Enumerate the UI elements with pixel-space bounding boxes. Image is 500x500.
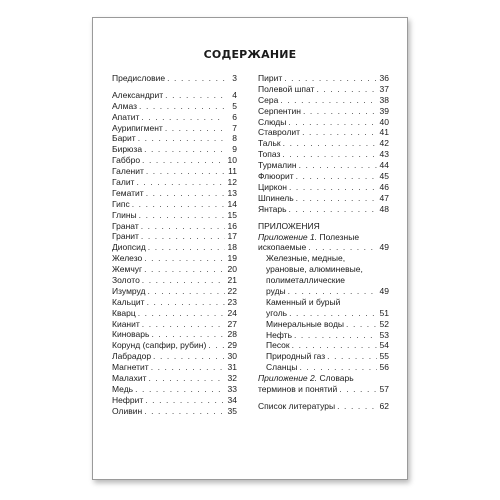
toc-entry [258, 182, 389, 193]
dot-leader [136, 177, 225, 188]
dot-leader [144, 264, 225, 275]
toc-entry [112, 231, 237, 242]
dot-leader [284, 73, 377, 84]
toc-entry-name: Янтарь [258, 203, 287, 214]
dot-leader [296, 171, 377, 182]
toc-entry-page: 28 [227, 329, 237, 340]
dot-leader [288, 286, 377, 297]
toc-entry-page: 35 [227, 405, 237, 416]
dot-leader [165, 90, 225, 101]
toc-entry [112, 362, 237, 373]
toc-entry-name: Глины [112, 209, 137, 220]
toc-entry-name: Галенит [112, 166, 144, 177]
toc-entry [112, 73, 237, 84]
toc-entry-name: Медь [112, 383, 134, 394]
toc-entry-page: 15 [227, 209, 237, 220]
toc-entry-page: 41 [379, 127, 389, 138]
toc-entry-page: 48 [379, 203, 389, 214]
appendices-heading: ПРИЛОЖЕНИЯ [258, 220, 320, 231]
dot-leader [316, 84, 377, 95]
toc-entry [258, 106, 389, 117]
dot-leader [208, 340, 225, 351]
toc-entry-page: 9 [232, 144, 237, 155]
toc-entry-page: 13 [227, 187, 237, 198]
toc-entry-name: Предисловие [112, 72, 166, 83]
toc-entry [112, 395, 237, 406]
toc-entry-page: 16 [227, 220, 237, 231]
toc-entry [112, 199, 237, 210]
toc-entry [112, 275, 237, 286]
toc-entry-name: Аурипигмент [112, 122, 163, 133]
toc-entry [258, 193, 389, 204]
dot-leader [300, 362, 378, 373]
dot-leader [151, 329, 225, 340]
toc-entry-name: Сланцы [266, 362, 298, 373]
toc-entry-name: руды [266, 286, 286, 297]
toc-entry [258, 84, 389, 95]
toc-entry-page: 40 [379, 116, 389, 127]
toc-entry-name: Золото [112, 275, 140, 286]
dot-leader [142, 155, 225, 166]
toc-entry [112, 286, 237, 297]
dot-leader [141, 231, 225, 242]
toc-entry [258, 160, 389, 171]
dot-leader [289, 308, 377, 319]
toc-entry-name: Магнетит [112, 362, 149, 373]
toc-entry-name: Циркон [258, 181, 287, 192]
dot-leader [288, 117, 377, 128]
dot-leader [151, 362, 225, 373]
toc-entry [112, 340, 237, 351]
toc-entry [112, 155, 237, 166]
toc-entry [112, 329, 237, 340]
toc-entry-page: 49 [379, 286, 389, 297]
toc-entry [258, 95, 389, 106]
dot-leader [302, 127, 377, 138]
toc-entry-name: Гранат [112, 220, 139, 231]
toc-entry-page: 20 [227, 264, 237, 275]
toc-entry [112, 144, 237, 155]
toc-entry [258, 242, 389, 253]
page-title: СОДЕРЖАНИЕ [203, 48, 297, 61]
toc-entry-page: 5 [232, 100, 237, 111]
toc-entry [258, 308, 389, 319]
toc-entry-name: Гипс [112, 198, 130, 209]
toc-entry [112, 297, 237, 308]
toc-entry [112, 210, 237, 221]
toc-entry-name: Лабрадор [112, 351, 152, 362]
toc-entry [112, 253, 237, 264]
toc-entry [112, 101, 237, 112]
toc-entry-name: Тальк [258, 138, 281, 149]
toc-entry-name: Киноварь [112, 329, 150, 340]
toc-entry [258, 73, 389, 84]
toc-entry-page: 49 [379, 242, 389, 253]
toc-entry [258, 138, 389, 149]
toc-entry [258, 330, 389, 341]
toc-entry-page: 33 [227, 383, 237, 394]
appendix-1-title-part: Полезные [317, 231, 360, 242]
dot-leader [147, 297, 225, 308]
appendix-2-label: Приложение 2. [258, 373, 318, 384]
toc-entry-name: Пирит [258, 72, 283, 83]
toc-left-column [112, 73, 237, 417]
toc-entry-name: Флюорит [258, 171, 294, 181]
toc-entry [258, 204, 389, 215]
dot-leader [153, 351, 225, 362]
toc-entry [258, 286, 389, 297]
toc-entry-page: 21 [227, 275, 237, 286]
toc-entry-page: 31 [227, 362, 237, 373]
ore-entry-line: Железные, медные, [266, 253, 346, 264]
dot-leader [148, 373, 225, 384]
dot-leader [299, 160, 377, 171]
toc-entry-name: Изумруд [112, 285, 146, 296]
toc-entry-name: Гематит [112, 187, 144, 198]
toc-entry [112, 384, 237, 395]
dot-leader [139, 210, 225, 221]
toc-entry-name: ископаемые [258, 242, 307, 253]
toc-entry [112, 264, 237, 275]
toc-entry-page: 22 [227, 285, 237, 296]
toc-entry-page: 44 [379, 160, 389, 171]
toc-entry-page: 24 [227, 307, 237, 318]
dot-leader [289, 204, 377, 215]
toc-entry-name: Слюды [258, 116, 287, 127]
toc-entry [112, 308, 237, 319]
dot-leader [142, 275, 225, 286]
book-page [92, 17, 408, 480]
toc-entry-name: Корунд (сапфир, рубин) [112, 340, 207, 351]
toc-entry-name: Ставролит [258, 127, 301, 138]
dot-leader [139, 101, 225, 112]
coal-entry-line: Каменный и бурый [266, 296, 341, 307]
toc-entry-page: 32 [227, 373, 237, 384]
toc-entry-name: Топаз [258, 149, 281, 160]
toc-entry-name: Александрит [112, 89, 164, 100]
dot-leader [145, 395, 225, 406]
toc-entry-page: 17 [227, 231, 237, 242]
toc-entry-name: Кварц [112, 307, 136, 318]
toc-entry-page: 62 [379, 400, 389, 411]
dot-leader [138, 133, 225, 144]
toc-entry [112, 221, 237, 232]
toc-entry [258, 351, 389, 362]
toc-entry-page: 6 [232, 111, 237, 122]
toc-entry-name: Минеральные воды [266, 318, 345, 329]
toc-entry-name: Галит [112, 177, 135, 187]
toc-entry-page: 47 [379, 192, 389, 203]
appendix-1-title-line [258, 232, 389, 243]
dot-leader [142, 319, 225, 330]
toc-entry [258, 362, 389, 373]
dot-leader [289, 182, 377, 193]
dot-leader [146, 188, 225, 199]
toc-entry [112, 177, 237, 188]
toc-entry-page: 57 [379, 384, 389, 395]
dot-leader [146, 166, 225, 177]
toc-entry [258, 171, 389, 182]
dot-leader [327, 351, 377, 362]
toc-entry-page: 34 [227, 394, 237, 405]
toc-entry [258, 384, 389, 395]
toc-entry-page: 3 [232, 72, 237, 83]
toc-entry [258, 401, 389, 412]
toc-entry-name: Нефть [266, 329, 292, 340]
toc-entry-name: Бирюза [112, 144, 143, 155]
ore-entry-line: полиметаллические [266, 275, 345, 286]
toc-entry-name: Габбро [112, 155, 141, 166]
toc-entry-page: 12 [227, 177, 237, 187]
toc-entry-page: 54 [379, 340, 389, 351]
toc-entry-name: Оливин [112, 405, 143, 416]
toc-entry [112, 351, 237, 362]
dot-leader [144, 144, 225, 155]
toc-entry [112, 188, 237, 199]
toc-entry [112, 406, 237, 417]
toc-entry-page: 4 [232, 89, 237, 100]
toc-entry-name: Барит [112, 133, 136, 144]
dot-leader [135, 384, 225, 395]
toc-entry-page: 30 [227, 351, 237, 362]
toc-entry-name: Железо [112, 253, 143, 264]
dot-leader [132, 199, 225, 210]
dot-leader [141, 112, 225, 123]
toc-entry-name: Диопсид [112, 242, 146, 253]
toc-entry-name: Полевой шпат [258, 83, 315, 94]
toc-right-column [258, 73, 389, 412]
dot-leader [282, 149, 377, 160]
dot-leader [138, 308, 225, 319]
toc-entry-page: 56 [379, 362, 389, 373]
dot-leader [337, 401, 377, 412]
toc-entry-page: 42 [379, 138, 389, 149]
dot-leader [165, 123, 225, 134]
toc-entry-name: Сера [258, 94, 279, 105]
toc-entry-name: Турмалин [258, 160, 297, 171]
toc-entry-name: Серпентин [258, 105, 301, 116]
toc-entry [112, 90, 237, 101]
toc-entry-page: 36 [379, 72, 389, 83]
dot-leader [144, 253, 225, 264]
toc-entry-name: Кальцит [112, 296, 145, 307]
toc-entry-name: Малахит [112, 373, 147, 384]
toc-entry-name: терминов и понятий [258, 384, 338, 395]
ore-entry-line: урановые, алюминевые, [266, 264, 363, 275]
toc-entry-page: 43 [379, 149, 389, 160]
toc-entry-page: 55 [379, 351, 389, 362]
dot-leader [144, 406, 225, 417]
toc-entry-page: 23 [227, 296, 237, 307]
toc-entry [258, 319, 389, 330]
toc-entry-name: Жемчуг [112, 264, 143, 275]
toc-entry-name: Природный газ [266, 351, 326, 362]
dot-leader [167, 73, 225, 84]
toc-entry-page: 39 [379, 105, 389, 116]
toc-entry-page: 46 [379, 181, 389, 192]
toc-entry-name: Список литературы [258, 400, 336, 411]
toc-entry-name: Шпинель [258, 192, 294, 203]
appendix-1-label: Приложение 1. [258, 231, 318, 242]
toc-entry-page: 37 [379, 83, 389, 94]
toc-entry-name: Алмаз [112, 100, 138, 111]
toc-entry-name: Нефрит [112, 394, 144, 405]
dot-leader [283, 138, 377, 149]
dot-leader [294, 330, 377, 341]
toc-entry [258, 127, 389, 138]
appendix-2-title-part: Словарь [317, 373, 354, 384]
toc-entry-page: 18 [227, 242, 237, 253]
dot-leader [141, 221, 225, 232]
dot-leader [148, 242, 225, 253]
toc-entry-page: 45 [379, 171, 389, 181]
toc-entry [258, 149, 389, 160]
toc-entry-name: Песок [266, 340, 290, 351]
toc-entry-name: Апатит [112, 111, 140, 122]
toc-entry-page: 14 [227, 198, 237, 209]
toc-entry-page: 51 [379, 307, 389, 318]
toc-entry [112, 112, 237, 123]
toc-entry-name: Гранит [112, 231, 139, 242]
toc-entry-page: 7 [232, 122, 237, 133]
dot-leader [339, 384, 377, 395]
toc-entry-page: 53 [379, 329, 389, 340]
toc-entry [258, 340, 389, 351]
toc-entry-page: 11 [228, 166, 237, 177]
dot-leader [308, 242, 377, 253]
toc-entry-page: 19 [227, 253, 237, 264]
dot-leader [147, 286, 225, 297]
toc-entry-page: 29 [227, 340, 237, 351]
dot-leader [296, 193, 377, 204]
toc-entry-page: 38 [379, 94, 389, 105]
toc-entry [258, 117, 389, 128]
toc-entry-name: Кианит [112, 318, 140, 329]
toc-entry [112, 319, 237, 330]
toc-entry [112, 123, 237, 134]
toc-entry [112, 373, 237, 384]
toc-entry-page: 8 [232, 133, 237, 144]
toc-entry [112, 166, 237, 177]
toc-entry-page: 10 [227, 155, 237, 166]
appendix-2-title-line [258, 373, 389, 384]
toc-entry-name: уголь [266, 307, 288, 318]
dot-leader [303, 106, 377, 117]
toc-entry [112, 242, 237, 253]
toc-entry [112, 133, 237, 144]
toc-entry-page: 52 [379, 318, 389, 329]
toc-entry-page: 27 [227, 318, 237, 329]
dot-leader [292, 340, 377, 351]
dot-leader [346, 319, 377, 330]
dot-leader [280, 95, 377, 106]
